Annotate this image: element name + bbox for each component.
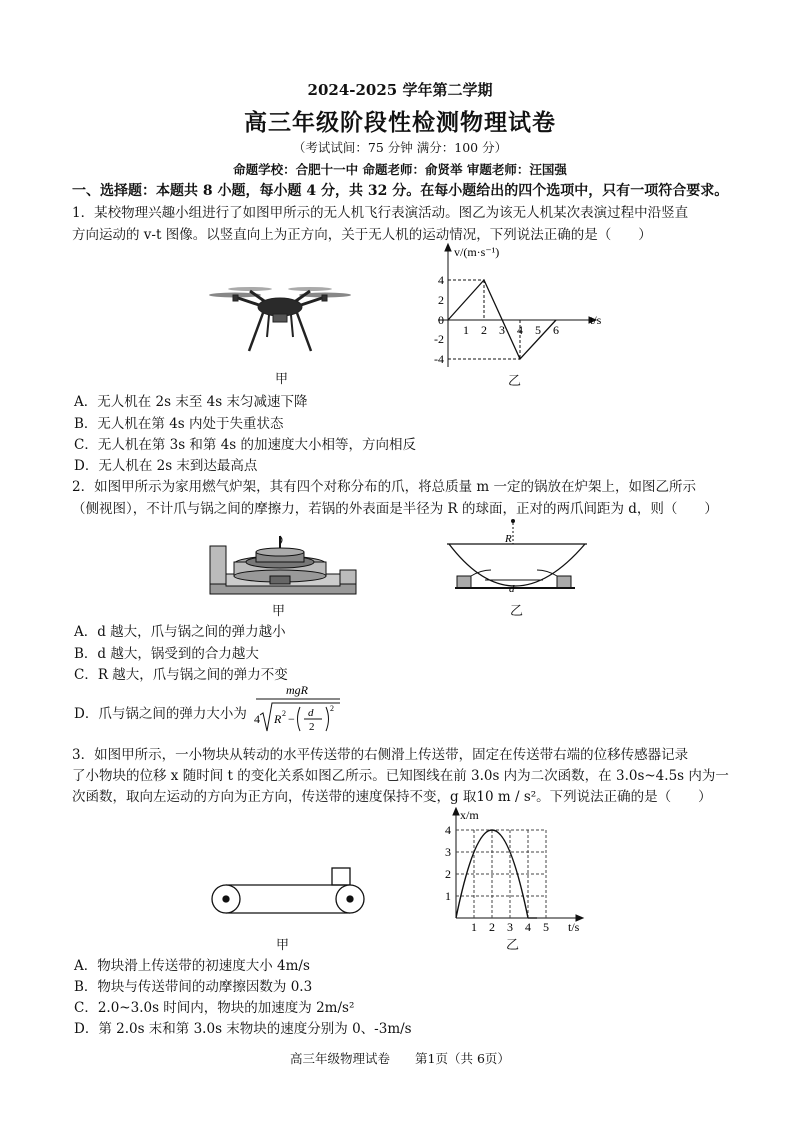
vt-ylabel: v/(m·s⁻¹) xyxy=(454,245,500,259)
q2-stem-line2: （侧视图），不计爪与锅之间的摩擦力，若锅的外表面是半径为 R 的球面，正对的两爪间距为 d，则（ ） xyxy=(72,501,718,517)
xt-xtick-2: 2 xyxy=(489,920,495,934)
pot-distance-label: d xyxy=(509,583,515,595)
xt-ytick-1: 1 xyxy=(445,889,451,903)
pot-side-view-figure xyxy=(445,518,595,600)
xt-xtick-5: 5 xyxy=(543,920,549,934)
section-heading: 一、选择题：本题共 8 小题，每小题 4 分，共 32 分。在每小题给出的四个选项中，只有一项符合要求。 xyxy=(72,183,729,199)
conveyor-belt-figure xyxy=(208,862,368,922)
q3-option-d: D．第 2.0s 末和第 3.0s 末物块的速度分别为 0、-3m/s xyxy=(74,1021,412,1037)
vt-xtick-1: 1 xyxy=(463,323,469,337)
xt-ylabel: x/m xyxy=(460,808,479,822)
q2-option-d: D．爪与锅之间的弹力大小为 xyxy=(74,706,247,722)
pot-radius-label: R xyxy=(505,533,512,545)
q2-stem-line1: 2．如图甲所示为家用燃气炉架，其有四个对称分布的爪，将总质量 m 一定的锅放在炉架上，如图乙所示 xyxy=(72,479,696,495)
q1-caption-a: 甲 xyxy=(275,372,289,387)
formula-d: d xyxy=(308,707,314,719)
xt-xtick-1: 1 xyxy=(471,920,477,934)
q2-option-b: B．d 越大，锅受到的合力越大 xyxy=(74,646,259,662)
q3-option-c: C．2.0~3.0s 时间内，物块的加速度为 2m/s² xyxy=(74,1000,355,1016)
page-title: 高三年级阶段性检测物理试卷 xyxy=(244,109,556,136)
q2-caption-b: 乙 xyxy=(510,604,524,619)
q3-option-b: B．物块与传送带间的动摩擦因数为 0.3 xyxy=(74,979,313,995)
q1-option-b: B．无人机在第 4s 内处于失重状态 xyxy=(74,416,284,432)
vt-ytick-4: 4 xyxy=(438,273,444,287)
xt-xtick-3: 3 xyxy=(507,920,513,934)
drone-figure xyxy=(205,285,355,360)
q2-force-formula xyxy=(250,681,345,737)
exam-info: （考试试间：75 分钟 满分：100 分） xyxy=(292,140,508,155)
vt-xtick-5: 5 xyxy=(535,323,541,337)
vt-ytick-0: 0 xyxy=(438,313,444,327)
formula-two: 2 xyxy=(309,721,315,733)
q1-option-c: C．无人机在第 3s 和第 4s 的加速度大小相等，方向相反 xyxy=(74,437,417,453)
q2-option-c: C．R 越大，爪与锅之间的弹力不变 xyxy=(74,667,288,683)
vt-ytick-neg2: -2 xyxy=(434,332,444,346)
q1-option-a: A．无人机在 2s 末至 4s 末匀减速下降 xyxy=(74,394,308,410)
school-year: 2024-2025 学年第二学期 xyxy=(307,81,493,99)
q3-option-a: A．物块滑上传送带的初速度大小 4m/s xyxy=(74,958,310,974)
vt-xlabel: t/s xyxy=(590,313,602,327)
q3-caption-a: 甲 xyxy=(276,938,290,953)
q3-stem-line3: 次函数，取向左运动的方向为正方向，传送带的速度保持不变，g 取10 m / s²。下列说法正确的是（ ） xyxy=(72,789,712,805)
xt-xlabel: t/s xyxy=(568,920,580,934)
page-footer: 高三年级物理试卷 第1页（共 6页） xyxy=(290,1051,510,1066)
q1-stem-line2: 方向运动的 v-t 图像。以竖直向上为正方向，关于无人机的运动情况，下列说法正确的是（ ） xyxy=(72,227,652,243)
svg-text:−: − xyxy=(288,712,295,726)
svg-text:2: 2 xyxy=(282,709,286,718)
q3-xt-graph xyxy=(418,803,598,938)
vt-xtick-4: 4 xyxy=(517,323,523,337)
vt-xtick-2: 2 xyxy=(481,323,487,337)
vt-ytick-2: 2 xyxy=(438,293,444,307)
q1-vt-graph xyxy=(418,242,618,377)
authors-line: 命题学校：合肥十一中 命题老师：俞贤举 审题老师：汪国强 xyxy=(233,162,567,177)
q3-stem-line2: 了小物块的位移 x 随时间 t 的变化关系如图乙所示。已知图线在前 3.0s 内为二次函数，在 3.0s~4.5s 内为一 xyxy=(72,768,729,784)
xt-ytick-2: 2 xyxy=(445,867,451,881)
formula-R: R xyxy=(274,712,282,726)
q2-caption-a: 甲 xyxy=(272,604,286,619)
formula-den-prefix: 4 xyxy=(254,712,260,726)
svg-text:2: 2 xyxy=(330,704,334,713)
formula-numerator: mgR xyxy=(286,683,308,697)
q3-stem-line1: 3．如图甲所示，一小物块从转动的水平传送带的右侧滑上传送带，固定在传送带右端的位移传感器记录 xyxy=(72,747,689,763)
xt-ytick-3: 3 xyxy=(445,845,451,859)
gas-stove-figure xyxy=(208,534,358,600)
vt-xtick-3: 3 xyxy=(499,323,505,337)
xt-xtick-4: 4 xyxy=(525,920,531,934)
q2-option-a: A．d 越大，爪与锅之间的弹力越小 xyxy=(74,624,286,640)
q1-caption-b: 乙 xyxy=(508,374,522,389)
xt-ytick-4: 4 xyxy=(445,823,451,837)
vt-ytick-neg4: -4 xyxy=(434,352,444,366)
q3-caption-b: 乙 xyxy=(506,938,520,953)
q1-stem-line1: 1．某校物理兴趣小组进行了如图甲所示的无人机飞行表演活动。图乙为该无人机某次表演过程中沿竖直 xyxy=(72,205,689,221)
vt-xtick-6: 6 xyxy=(553,323,559,337)
q1-option-d: D．无人机在 2s 末到达最高点 xyxy=(74,458,258,474)
